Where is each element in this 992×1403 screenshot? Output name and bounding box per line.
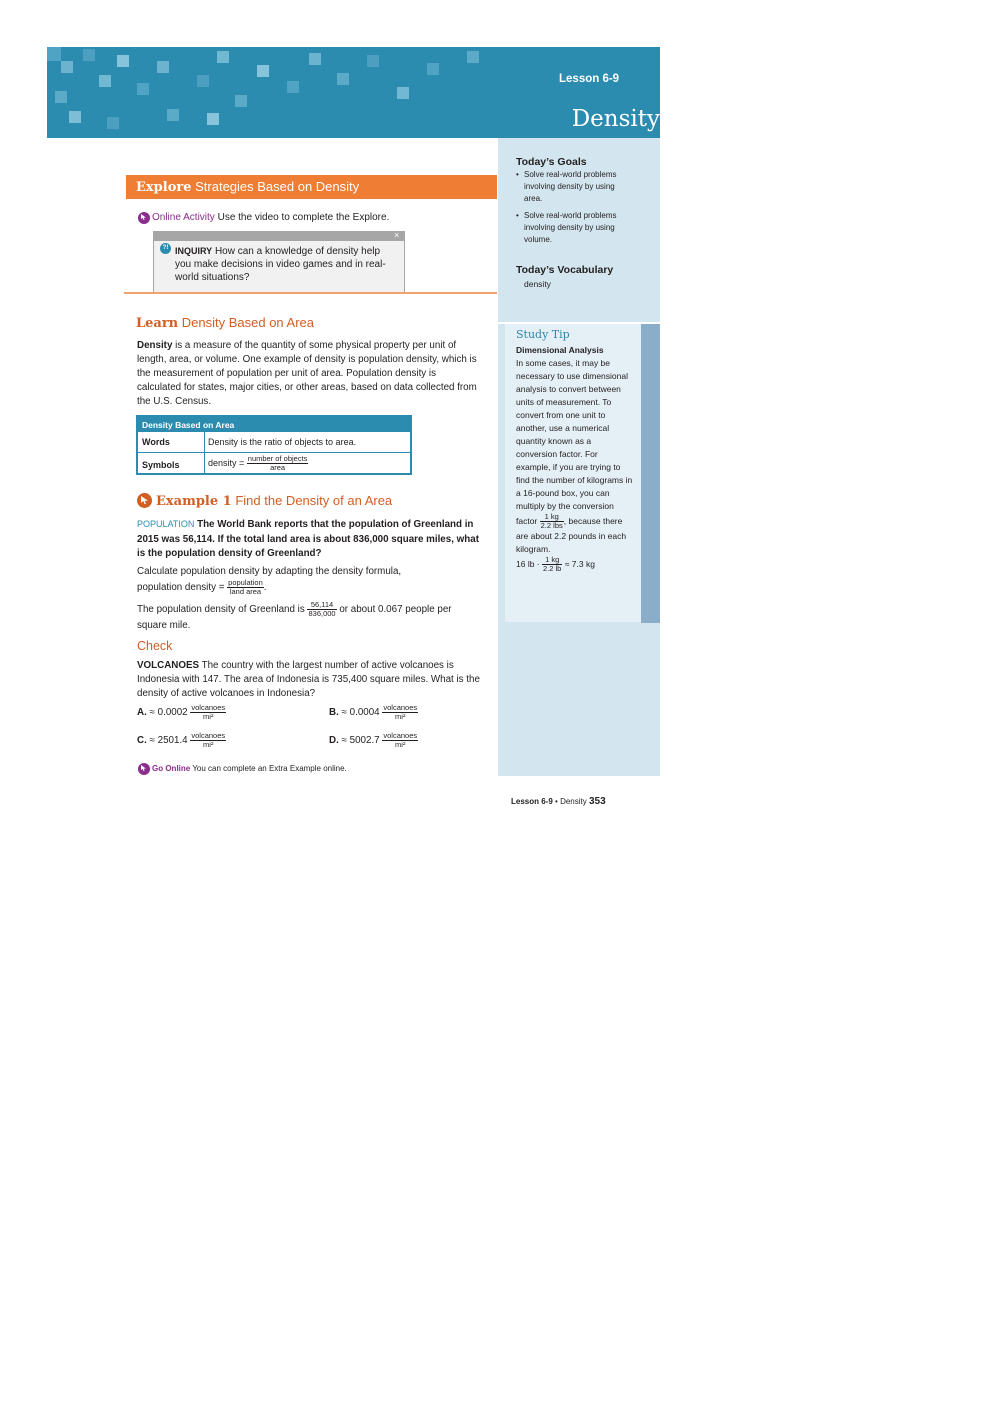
banner-tile <box>309 53 321 65</box>
online-activity[interactable] <box>152 212 389 223</box>
choice-letter: B. <box>329 707 339 718</box>
example-step <box>137 578 267 598</box>
banner-tile <box>287 81 299 93</box>
fraction-numerator: 1 kg <box>540 513 564 522</box>
formula-suffix: . <box>263 582 267 593</box>
banner-tile <box>217 51 229 63</box>
banner-tile <box>117 55 129 67</box>
choice-value: ≈ 0.0002 <box>149 707 188 718</box>
answer-choice-c[interactable] <box>137 731 226 751</box>
learn-heading: Density Based on Area <box>181 315 315 330</box>
banner-tile <box>467 51 479 63</box>
banner-tile <box>197 75 209 87</box>
fraction-numerator: 1 kg <box>542 556 562 565</box>
learn-title <box>136 315 314 331</box>
banner-tile <box>61 61 73 73</box>
concept-row-words <box>138 431 410 451</box>
explore-label: Explore <box>136 180 192 195</box>
check-title: Check <box>137 639 173 653</box>
formula-fraction <box>227 579 264 596</box>
choice-value: ≈ 2501.4 <box>149 735 188 746</box>
study-tip-title: Study Tip <box>516 328 570 341</box>
row-value: Density is the ratio of objects to area. <box>208 437 357 447</box>
inquiry-icon: ?! <box>160 243 171 254</box>
example-tag: POPULATION <box>137 519 195 529</box>
vocab-term[interactable]: density <box>524 279 551 289</box>
banner-tile <box>55 91 67 103</box>
study-tip-subtitle: Dimensional Analysis <box>516 345 604 355</box>
banner-tile <box>367 55 379 67</box>
answer-choice-a[interactable] <box>137 703 226 723</box>
result-prefix: The population density of Greenland is <box>137 604 305 616</box>
inquiry-question: How can a knowledge of density help you make decisions in video games and in real-world situations? <box>175 246 386 283</box>
inquiry-label: INQUIRY <box>175 246 213 256</box>
banner-tile <box>157 61 169 73</box>
banner-tile <box>427 63 439 75</box>
fraction-denominator: mi² <box>395 739 406 749</box>
fraction-numerator: volcanoes <box>191 730 226 740</box>
explore-title <box>136 179 359 195</box>
online-activity-text: Use the video to complete the Explore. <box>217 212 390 223</box>
inquiry-text <box>175 245 395 284</box>
learn-label: Learn <box>136 316 179 331</box>
choice-letter: D. <box>329 735 339 746</box>
unit-fraction <box>190 704 226 721</box>
learn-body <box>137 339 482 409</box>
cell-divider <box>204 453 205 474</box>
study-tip-text: In some cases, it may be necessary to use dimensional analysis to convert between units of measurement. To convert from one unit to another, use a numerical quantity known as a conversion factor. For example, if you are trying to find the number of kilograms in a 16-pound box, you can multiply by the <box>516 358 633 511</box>
fraction-denominator: area <box>270 463 286 472</box>
banner-tile <box>207 113 219 125</box>
fraction-denominator: mi² <box>203 711 214 721</box>
fraction-denominator: mi² <box>395 711 406 721</box>
fraction-denominator: mi² <box>203 739 214 749</box>
answer-choice-b[interactable] <box>329 703 418 723</box>
page-number: 353 <box>589 796 606 807</box>
goal-text: Solve real-world problems involving density by using area. <box>524 170 617 203</box>
bullet-icon: • <box>516 170 519 179</box>
check-tag: VOLCANOES <box>137 660 200 671</box>
study-tip-stripe <box>641 324 660 623</box>
study-tip-text: conversion factor <box>516 501 614 526</box>
check-text: The country with the largest number of active volcanoes is Indonesia with 147. The area of Indonesia is 735,400 square miles. What is the density of active volcanoes in Indonesia? <box>137 660 480 699</box>
banner-tile <box>83 49 95 61</box>
formula-fraction <box>247 455 309 472</box>
page-title: Density <box>571 106 660 132</box>
bullet-icon: • <box>516 211 519 220</box>
fraction-numerator: volcanoes <box>191 702 226 712</box>
go-online[interactable] <box>152 764 347 773</box>
footer-dot: • <box>555 797 558 806</box>
concept-table-heading: Density Based on Area <box>138 417 410 431</box>
example-icon[interactable] <box>137 493 152 508</box>
banner-tile <box>397 87 409 99</box>
goals-heading: Today’s Goals <box>516 156 587 168</box>
fraction-numerator: volcanoes <box>383 730 418 740</box>
calc-right: ≈ 7.3 kg <box>564 558 595 569</box>
banner-tile <box>69 111 81 123</box>
banner-tile <box>107 117 119 129</box>
choice-letter: A. <box>137 707 147 718</box>
row-label: Symbols <box>142 460 180 470</box>
fraction-numerator: number of objects <box>247 454 308 463</box>
divider <box>124 292 497 294</box>
study-tip-body: In some cases, it may be necessary to use dimensional analysis to convert between units of measurement. To convert from one unit to another, use a numerical quantity known as a conversion factor. For example, if you are trying to find the number of kilograms in a 16-pound box, you can multiply by the conversion factor $\frac{1 kg}{\text{2.2 lbs}}$ , because there are about 2.2 pounds in each kilogram. 16 lb · $\frac{1 kg}{2.2 lb}$ ≈ 7.3 kg <box>516 358 633 573</box>
online-activity-icon[interactable] <box>138 212 150 224</box>
result-fraction <box>307 601 336 618</box>
banner-tile <box>167 109 179 121</box>
row-label: Words <box>142 437 170 447</box>
choice-letter: C. <box>137 735 147 746</box>
example-question: The World Bank reports that the population of Greenland in 2015 was 56,114. If the total land area is about 836,000 square miles, what is the population density of Greenland? <box>137 519 479 559</box>
answer-choice-d[interactable] <box>329 731 418 751</box>
unit-fraction <box>382 732 418 749</box>
lesson-number: Lesson 6-9 <box>559 73 620 85</box>
online-activity-link[interactable]: Online Activity <box>152 212 215 223</box>
banner-tile <box>257 65 269 77</box>
example-problem <box>137 517 485 562</box>
formula-prefix: population density = <box>137 582 225 593</box>
study-tip-text: because there are about 2.2 pounds in each kilogram. <box>516 515 627 554</box>
fraction-numerator: population <box>228 577 263 587</box>
fraction-denominator: 836,000 <box>308 609 336 618</box>
banner-tile <box>337 73 349 85</box>
formula-prefix: density = <box>208 457 245 468</box>
example-heading: Find the Density of an Area <box>235 493 393 508</box>
concept-row-symbols <box>138 452 410 473</box>
footer-topic: Density <box>560 797 587 806</box>
calc-fraction <box>542 556 562 573</box>
footer-lesson: Lesson 6-9 <box>511 797 553 806</box>
banner-tile <box>99 75 111 87</box>
concept-table <box>136 415 412 475</box>
fraction-denominator: 2.2 lbs <box>540 521 563 530</box>
fraction-numerator: volcanoes <box>383 702 418 712</box>
choice-value: ≈ 5002.7 <box>341 735 380 746</box>
row-value <box>208 455 308 472</box>
page-footer <box>511 796 606 807</box>
example-title <box>156 493 392 509</box>
choice-value: ≈ 0.0004 <box>341 707 380 718</box>
example-step <box>137 601 482 633</box>
learn-text: is a measure of the quantity of some physical property per unit of length, area, or volume. One example of density is population density, which is the measurement of population per unit of area. Population density is calculated for states, major cities, or other areas, based on data collected from the U.S. Census. <box>137 340 477 407</box>
explore-heading: Strategies Based on Density <box>195 179 360 194</box>
goal-text: Solve real-world problems involving density by using volume. <box>524 211 617 244</box>
unit-fraction <box>382 704 418 721</box>
fraction-numerator: 56,114 <box>307 601 336 610</box>
banner-tile <box>235 95 247 107</box>
example-step: Calculate population density by adapting the density formula, <box>137 566 402 577</box>
unit-fraction <box>190 732 226 749</box>
goal-item <box>516 169 626 205</box>
go-online-link[interactable]: Go Online <box>152 764 191 773</box>
check-question <box>137 659 482 701</box>
banner-tile <box>137 83 149 95</box>
fraction-denominator: land area <box>229 586 262 596</box>
vocab-heading: Today’s Vocabulary <box>516 264 614 276</box>
calc-left: 16 lb · <box>516 558 540 569</box>
result-suffix: or about 0.067 people per square mile. <box>137 604 452 631</box>
cell-divider <box>204 432 205 452</box>
fraction-denominator: 2.2 lb <box>543 564 562 573</box>
conversion-factor <box>540 513 564 530</box>
lesson-banner <box>47 47 660 138</box>
banner-tile <box>47 47 61 61</box>
learn-term: Density <box>137 340 173 351</box>
goal-item <box>516 210 626 246</box>
example-label: Example 1 <box>156 494 232 509</box>
go-online-text: You can complete an Extra Example online. <box>192 764 347 773</box>
close-icon[interactable]: × <box>394 230 400 240</box>
go-online-icon[interactable] <box>138 763 150 775</box>
